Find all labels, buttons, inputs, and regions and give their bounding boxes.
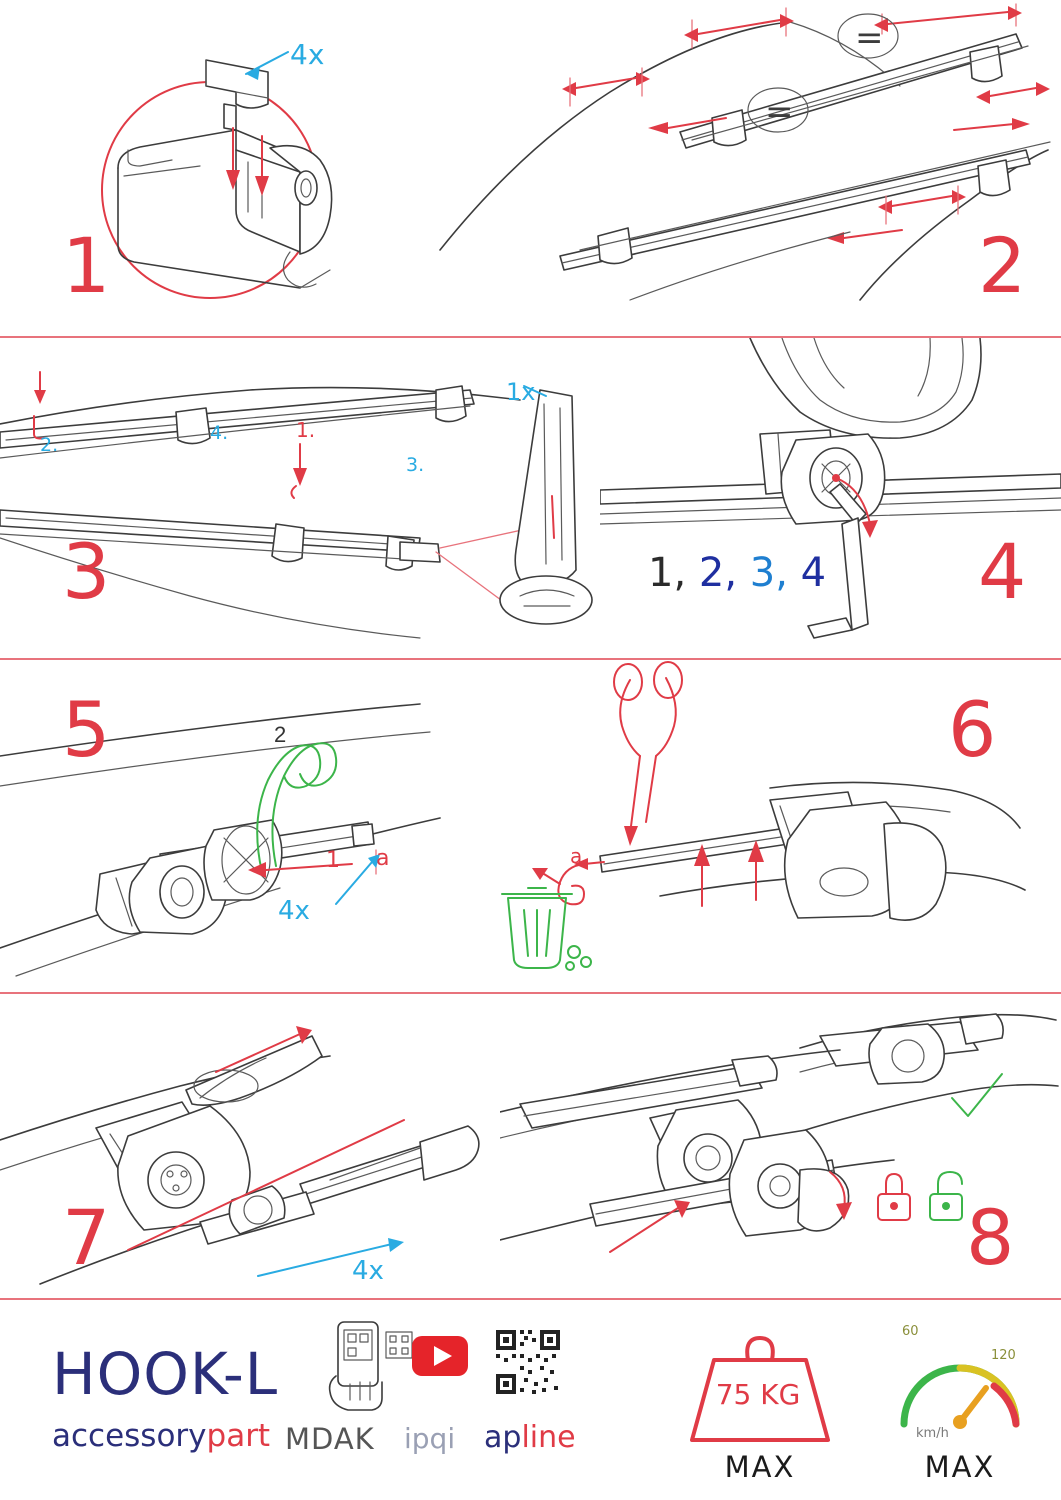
step-3-number: 3	[62, 527, 111, 616]
step-7-qty-label: 4x	[352, 1256, 384, 1286]
seq-3: 3,	[749, 550, 788, 596]
step-3-label-1: 1.	[296, 418, 316, 442]
step-5-qty-label: 4x	[278, 896, 310, 926]
step-6-number: 6	[948, 685, 997, 774]
step-5-number: 5	[62, 685, 111, 774]
step-3-qty-label: 1x	[506, 378, 536, 406]
step-2-number: 2	[978, 221, 1027, 310]
equal-sign-2: =	[765, 92, 794, 132]
speed-tick-60: 60	[902, 1324, 919, 1339]
step-5-label-2: 2	[274, 722, 287, 747]
speed-unit: km/h	[916, 1426, 949, 1441]
step-7-number: 7	[62, 1193, 111, 1282]
step-1-number: 1	[62, 221, 111, 310]
qr-phone-icon	[320, 1320, 416, 1416]
brand-title: HOOK-L	[52, 1340, 279, 1408]
panel-step-3	[0, 338, 600, 658]
footer	[0, 1300, 1061, 1500]
step-8-number: 8	[966, 1193, 1015, 1282]
step-3-label-4: 4.	[210, 422, 229, 444]
seq-2: 2,	[698, 550, 738, 596]
panel-step-5	[0, 660, 480, 992]
weight-value: 75 KG	[715, 1378, 801, 1411]
speed-tick-120: 120	[991, 1348, 1016, 1363]
partner-mdak: MDAK	[285, 1422, 375, 1456]
step-3-label-2: 2.	[40, 434, 59, 456]
tagline-accessory: accessory	[52, 1418, 207, 1454]
apline-ap: ap	[484, 1420, 522, 1455]
partner-ipqi: ipqi	[404, 1422, 456, 1455]
panel-step-6	[480, 660, 1061, 992]
seq-4: 4	[800, 550, 827, 596]
step-4-number: 4	[978, 527, 1027, 616]
step-5-label-1: 1	[326, 848, 340, 873]
step-5-label-a: a	[376, 846, 390, 871]
step-6-label-a: a	[570, 844, 583, 868]
speed-max-label: MAX	[924, 1450, 996, 1484]
panel-step-7	[0, 994, 500, 1298]
equal-sign-1: =	[855, 18, 884, 58]
apline-line: line	[521, 1420, 576, 1455]
panel-step-2	[430, 0, 1061, 336]
step-3-label-3: 3.	[406, 454, 425, 476]
seq-1: 1,	[648, 550, 687, 596]
brand-tagline	[52, 1418, 270, 1454]
step-1-qty-label: 4x	[290, 38, 325, 71]
panel-step-8	[500, 994, 1061, 1298]
weight-max-label: MAX	[724, 1450, 796, 1484]
tagline-part: part	[206, 1418, 271, 1454]
panel-step-1	[0, 0, 430, 336]
qr-code-icon	[494, 1328, 562, 1396]
step-4-sequence	[648, 550, 826, 596]
partner-apline	[484, 1420, 576, 1455]
youtube-icon[interactable]	[412, 1336, 468, 1376]
panel-step-4	[600, 338, 1061, 658]
